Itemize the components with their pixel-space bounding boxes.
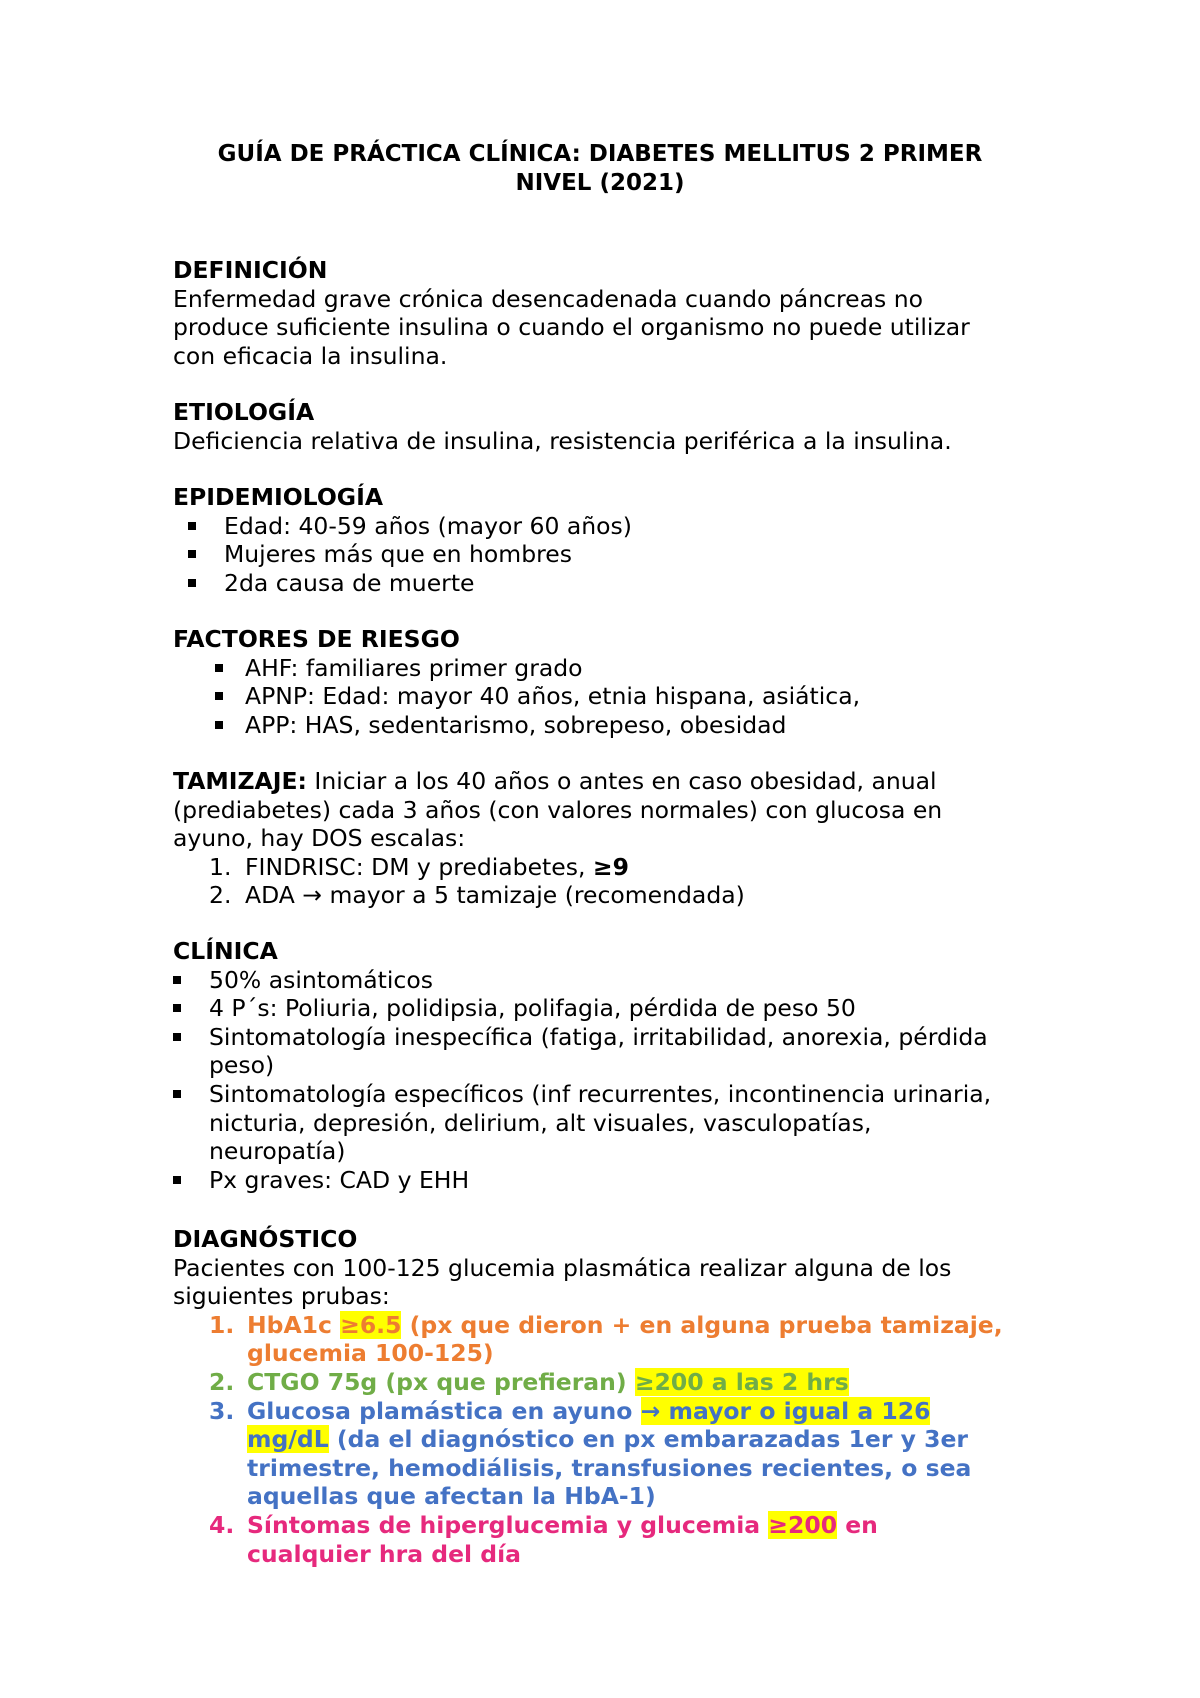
numbered-list <box>173 1311 1053 1568</box>
paragraph-line: ayuno, hay DOS escalas: <box>173 824 466 853</box>
list-item: Edad: 40-59 años (mayor 60 años) <box>173 512 1053 541</box>
square-bullet-icon <box>173 1004 181 1012</box>
section-definicion <box>173 256 1053 370</box>
list-item: 4. Síntomas de hiperglucemia y glucemia ≥200 en cualquier hra del día <box>209 1510 878 1568</box>
paragraph-line: TAMIZAJE: Iniciar a los 40 años o antes en caso obesidad, anual <box>173 767 937 795</box>
square-bullet-icon <box>215 692 223 700</box>
list-item: Sintomatología inespecífica (fatiga, irritabilidad, anorexia, pérdida peso) <box>173 1023 1053 1080</box>
title-line-2: NIVEL (2021) <box>515 169 685 196</box>
paragraph-line: Pacientes con 100-125 glucemia plasmática realizar alguna de los <box>173 1253 952 1282</box>
square-bullet-icon <box>173 1033 181 1041</box>
bullet-list <box>173 512 1053 598</box>
list-item: Sintomatología específicos (inf recurrentes, incontinencia urinaria, nicturia, depresión, delirium, alt visuales, vasculopatías, neuropatía) <box>173 1080 1053 1166</box>
paragraph-line: siguientes prubas: <box>173 1282 390 1311</box>
paragraph-line: Deficiencia relativa de insulina, resistencia periférica a la insulina. <box>173 426 952 455</box>
numbered-list <box>173 853 1053 910</box>
bullet-list <box>173 966 1053 1195</box>
highlight: ≥200 a las 2 hrs <box>634 1367 849 1396</box>
document-title <box>0 140 1200 197</box>
section-heading: TAMIZAJE: <box>173 767 307 795</box>
section-etiologia <box>173 398 1053 455</box>
list-item: 50% asintomáticos <box>173 966 1053 995</box>
highlight: mg/dL <box>247 1425 329 1454</box>
section-heading: CLÍNICA <box>173 937 278 965</box>
section-heading: DEFINICIÓN <box>173 256 328 284</box>
list-item: APP: HAS, sedentarismo, sobrepeso, obesidad <box>173 711 1053 740</box>
section-heading: FACTORES DE RIESGO <box>173 625 460 653</box>
section-clinica <box>173 937 1053 1194</box>
highlight: ≥200 <box>768 1510 838 1539</box>
paragraph-line: produce suficiente insulina o cuando el organismo no puede utilizar <box>173 313 970 342</box>
highlight: ≥6.5 <box>340 1310 402 1339</box>
list-item: 4 P´s: Poliuria, polidipsia, polifagia, pérdida de peso 50 <box>173 994 1053 1023</box>
title-line-1: GUÍA DE PRÁCTICA CLÍNICA: DIABETES MELLITUS 2 PRIMER <box>217 141 983 167</box>
paragraph-line: con eficacia la insulina. <box>173 341 448 370</box>
paragraph-line: (prediabetes) cada 3 años (con valores normales) con glucosa en <box>173 795 943 824</box>
list-item: 3. Glucosa plamástica en ayuno → mayor o igual a 126 mg/dL (da el diagnóstico en px embarazadas 1er y 3er trimestre, hemodiálisis, transfusiones recientes, o sea aquellas que afectan la HbA-1) <box>209 1396 972 1511</box>
list-item: 2. ADA → mayor a 5 tamizaje (recomendada) <box>209 881 745 910</box>
bullet-list <box>173 654 1053 740</box>
list-item: 2da causa de muerte <box>173 569 1053 598</box>
section-heading: EPIDEMIOLOGÍA <box>173 483 384 511</box>
list-item: 1. HbA1c ≥6.5 (px que dieron + en alguna prueba tamizaje, glucemia 100-125) <box>209 1310 1003 1368</box>
square-bullet-icon <box>188 550 196 558</box>
list-item: AHF: familiares primer grado <box>173 654 1053 683</box>
section-epidemiologia <box>173 483 1053 597</box>
section-diagnostico <box>173 1225 1053 1568</box>
square-bullet-icon <box>173 1176 181 1184</box>
highlight: → mayor o igual a 126 <box>640 1396 931 1425</box>
square-bullet-icon <box>173 976 181 984</box>
square-bullet-icon <box>215 664 223 672</box>
list-item: Mujeres más que en hombres <box>173 540 1053 569</box>
square-bullet-icon <box>188 579 196 587</box>
square-bullet-icon <box>173 1090 181 1098</box>
section-heading: ETIOLOGÍA <box>173 398 315 426</box>
section-heading: DIAGNÓSTICO <box>173 1225 358 1253</box>
list-item: 1. FINDRISC: DM y prediabetes, ≥9 <box>209 852 629 881</box>
list-item: Px graves: CAD y EHH <box>173 1166 1053 1195</box>
paragraph-line: Enfermedad grave crónica desencadenada cuando páncreas no <box>173 284 923 313</box>
list-item: APNP: Edad: mayor 40 años, etnia hispana, asiática, <box>173 682 1053 711</box>
square-bullet-icon <box>188 522 196 530</box>
list-item: 2. CTGO 75g (px que prefieran) ≥200 a las 2 hrs <box>209 1367 849 1396</box>
square-bullet-icon <box>215 721 223 729</box>
section-factores-riesgo <box>173 625 1053 739</box>
section-tamizaje <box>173 767 1053 910</box>
